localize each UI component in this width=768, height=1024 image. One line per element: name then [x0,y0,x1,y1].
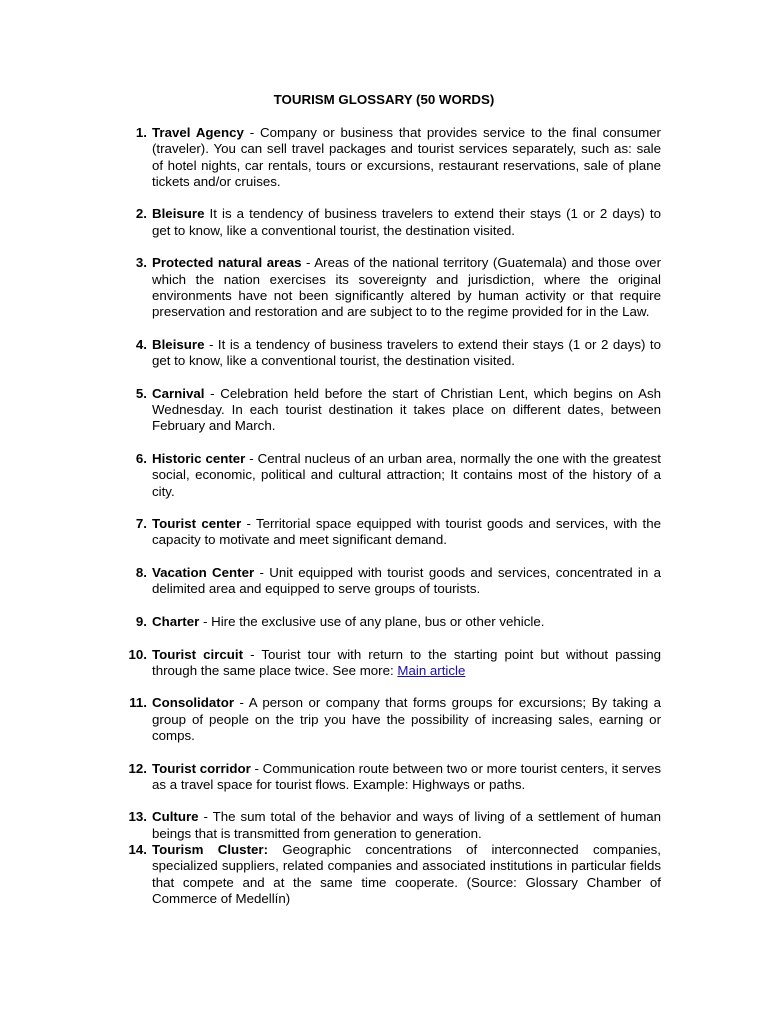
item-definition: - Areas of the national territory (Guatemala) and those over which the nation exercises its sovereignty and jurisdiction, where the original environments have not been significantly altered by human activity or that require preservation and restoration and are subject to to the regime provided for in the Law. [152,255,661,320]
item-definition: - Hire the exclusive use of any plane, bus or other vehicle. [199,613,545,629]
item-number: 13. [128,809,147,825]
item-definition: - Central nucleus of an urban area, normally the one with the greatest social, economic, political and cultural attraction; It contains most of the history of a city. [152,450,661,499]
list-item [0,761,661,794]
list-item [0,647,661,680]
item-term: Tourist corridor [152,760,251,776]
main-article-link[interactable]: Main article [397,662,466,678]
item-definition: It is a tendency of business travelers to extend their stays (1 or 2 days) to get to know, like a conventional tourist, the destination visited. [152,206,661,238]
item-term: Vacation Center [152,565,255,581]
item-definition: - The sum total of the behavior and ways of living of a settlement of human beings that is transmitted from generation to generation. [152,809,661,841]
item-term: Charter [152,613,200,629]
item-definition: - Communication route between two or more tourist centers, it serves as a travel space for tourist flows. Example: Highways or paths. [152,760,662,792]
list-item [0,516,661,549]
item-definition: Geographic concentrations of interconnected companies, specialized suppliers, related companies and associated institutions in particular fields that compete and at the same time cooperate. (Source: Glossary Chamber of Commerce of Medellín) [152,842,661,906]
item-term: Travel Agency [152,125,244,140]
item-term: Bleisure [152,336,205,352]
list-item [0,337,661,370]
page-title: TOURISM GLOSSARY (50 WORDS) [273,92,495,107]
list-item [0,206,661,239]
item-number: 2. [135,206,147,222]
list-item [0,255,661,320]
item-definition: - Company or business that provides service to the final consumer (traveler). You can sell travel packages and tourist services separately, such as: sale of hotel nights, car rentals, tours or excursions, restaurant reservations, sale of plane tickets and/or cruises. [152,125,661,189]
item-term: Consolidator [152,695,234,711]
item-term: Historic center [152,450,246,466]
item-number: 6. [135,450,147,466]
item-definition: - It is a tendency of business travelers to extend their stays (1 or 2 days) to get to know, like a conventional tourist, the destination visited. [152,336,661,369]
list-item [0,451,661,500]
list-item [0,386,661,435]
item-number: 5. [135,385,147,401]
item-definition: - Tourist tour with return to the starting point but without passing through the same place twice. See more: [152,646,661,678]
list-item [0,125,661,190]
item-term: Tourist circuit [152,646,244,662]
item-number: 8. [135,565,147,581]
list-item [0,809,661,842]
item-number: 3. [135,255,147,271]
glossary-list [0,125,768,924]
item-definition: - Territorial space equipped with tourist goods and services, with the capacity to motivate and meet significant demand. [152,516,661,548]
item-definition: - A person or company that forms groups for excursions; By taking a group of people on the trip you have the possibility of increasing sales, earning or comps. [152,695,661,743]
item-term: Bleisure [152,206,205,222]
item-number: 4. [135,336,147,352]
item-term: Carnival [152,385,205,401]
item-term: Culture [152,809,199,825]
item-definition: - Celebration held before the start of Christian Lent, which begins on Ash Wednesday. In each tourist destination it takes place on different dates, between February and March. [152,385,661,434]
item-number: 11. [129,695,147,711]
item-number: 10. [128,646,147,662]
list-item [0,842,661,907]
item-number: 14. [128,842,147,858]
item-number: 12. [128,760,147,776]
item-number: 7. [135,516,147,532]
list-item [0,614,661,630]
item-term: Tourism Cluster: [152,842,268,858]
list-item [0,695,661,744]
item-number: 1. [135,125,147,140]
item-definition: - Unit equipped with tourist goods and services, concentrated in a delimited area and equipped to serve groups of tourists. [152,565,662,597]
item-term: Protected natural areas [152,255,302,271]
item-term: Tourist center [152,516,242,532]
list-item [0,565,661,598]
item-number: 9. [135,613,147,629]
